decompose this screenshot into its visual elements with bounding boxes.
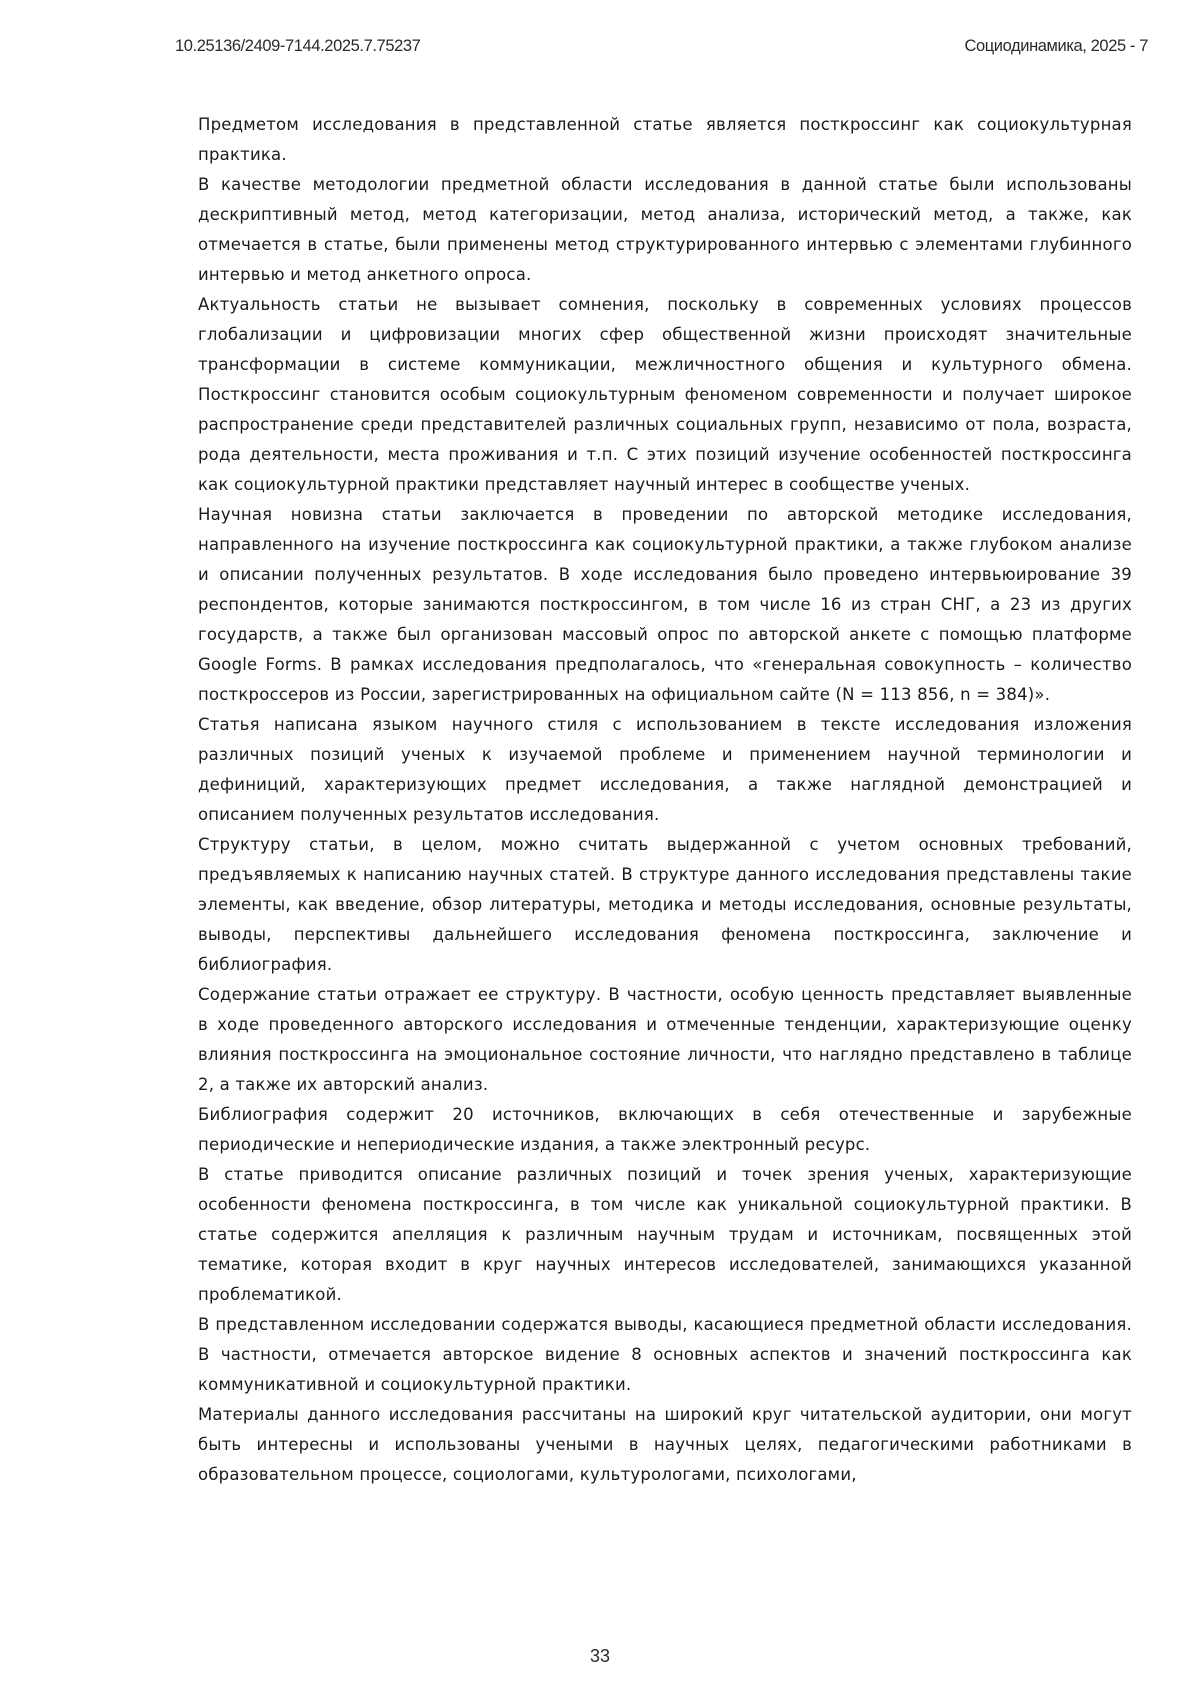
paragraph: Структуру статьи, в целом, можно считать выдержанной с учетом основных требований, предъявляемых к написанию научных статей. В структуре данного исследования представлены такие элементы, как введение, обзор литературы, методика и методы исследования, основные результаты, выводы, перспективы дальнейшего исследования феномена посткроссинга, заключение и библиография. <box>198 830 1132 980</box>
page-header <box>175 37 1148 56</box>
paragraph: В представленном исследовании содержатся выводы, касающиеся предметной области исследования. В частности, отмечается авторское видение 8 основных аспектов и значений посткроссинга как коммуникативной и социокультурной практики. <box>198 1310 1132 1400</box>
page-number: 33 <box>0 1646 1200 1667</box>
paragraph: Научная новизна статьи заключается в проведении по авторской методике исследования, направленного на изучение посткроссинга как социокультурной практики, а также глубоком анализе и описании полученных результатов. В ходе исследования было проведено интервьюирование 39 респондентов, которые занимаются посткроссингом, в том числе 16 из стран СНГ, а 23 из других государств, а также был организован массовый опрос по авторской анкете с помощью платформе Google Forms. В рамках исследования предполагалось, что «генеральная совокупность – количество посткроссеров из России, зарегистрированных на официальном сайте (N = 113 856, n = 384)». <box>198 500 1132 710</box>
paragraph: Актуальность статьи не вызывает сомнения, поскольку в современных условиях процессов глобализации и цифровизации многих сфер общественной жизни происходят значительные трансформации в системе коммуникации, межличностного общения и культурного обмена. Посткроссинг становится особым социокультурным феноменом современности и получает широкое распространение среди представителей различных социальных групп, независимо от пола, возраста, рода деятельности, места проживания и т.п. С этих позиций изучение особенностей посткроссинга как социокультурной практики представляет научный интерес в сообществе ученых. <box>198 290 1132 500</box>
document-page <box>0 0 1200 1698</box>
paragraph: Предметом исследования в представленной статье является посткроссинг как социокультурная практика. <box>198 110 1132 170</box>
doi-text: 10.25136/2409-7144.2025.7.75237 <box>175 37 420 56</box>
paragraph: Статья написана языком научного стиля с использованием в тексте исследования изложения различных позиций ученых к изучаемой проблеме и применением научной терминологии и дефиниций, характеризующих предмет исследования, а также наглядной демонстрацией и описанием полученных результатов исследования. <box>198 710 1132 830</box>
paragraph: В качестве методологии предметной области исследования в данной статье были использованы дескриптивный метод, метод категоризации, метод анализа, исторический метод, а также, как отмечается в статье, были применены метод структурированного интервью с элементами глубинного интервью и метод анкетного опроса. <box>198 170 1132 290</box>
journal-issue: Социодинамика, 2025 - 7 <box>964 37 1148 56</box>
paragraph: Содержание статьи отражает ее структуру. В частности, особую ценность представляет выявленные в ходе проведенного авторского исследования и отмеченные тенденции, характеризующие оценку влияния посткроссинга на эмоциональное состояние личности, что наглядно представлено в таблице 2, а также их авторский анализ. <box>198 980 1132 1100</box>
paragraph: В статье приводится описание различных позиций и точек зрения ученых, характеризующие особенности феномена посткроссинга, в том числе как уникальной социокультурной практики. В статье содержится апелляция к различным научным трудам и источникам, посвященных этой тематике, которая входит в круг научных интересов исследователей, занимающихся указанной проблематикой. <box>198 1160 1132 1310</box>
paragraph: Библиография содержит 20 источников, включающих в себя отечественные и зарубежные периодические и непериодические издания, а также электронный ресурс. <box>198 1100 1132 1160</box>
paragraph: Материалы данного исследования рассчитаны на широкий круг читательской аудитории, они могут быть интересны и использованы учеными в научных целях, педагогическими работниками в образовательном процессе, социологами, культурологами, психологами, <box>198 1400 1132 1490</box>
article-body <box>198 110 1132 1490</box>
